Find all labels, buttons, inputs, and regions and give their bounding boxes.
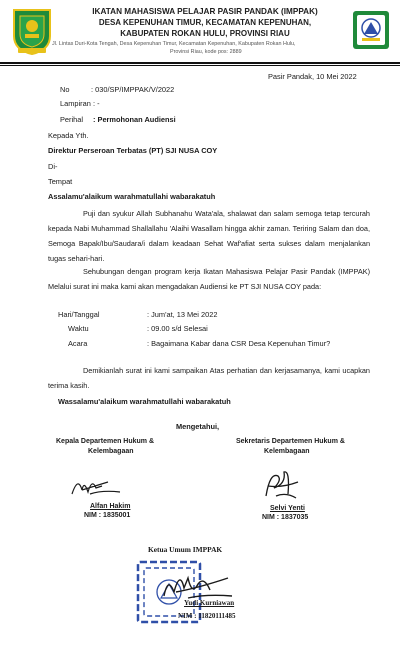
chairman-title: Ketua Umum IMPPAK [148,545,223,554]
paragraph-closing: Demikianlah surat ini kami sampaikan Atas perhatian dan kerjasamanya, kami ucapkan terima kasih. [48,366,370,390]
left-signatory-title-2: Kelembagaan [88,448,134,455]
subject-value: : Permohonan Audiensi [93,115,176,124]
letterhead [0,0,400,70]
left-signature-icon [68,472,128,500]
attachment-label: Lampiran [60,99,91,108]
left-signatory-name: Alfan Hakim [90,503,131,510]
chairman-nim: NIM : 11820111485 [178,612,236,620]
schedule-date-value: : Jum'at, 13 Mei 2022 [147,310,218,319]
letterhead-address-1: Jl. Lintas Duri-Kota Tengah, Desa Kepenuhan Timur, Kecamatan Kepenuhan, Kabupaten Rokan Hulu, [52,41,296,47]
attachment-value: : - [93,99,100,108]
letter-number-label: No [60,85,70,94]
right-signatory-name: Selvi Yenti [270,505,305,512]
subject-label: Perihal [60,115,84,124]
letterhead-subtitle-2: KABUPATEN ROKAN HULU, PROVINSI RIAU [120,29,290,38]
closing-greeting: Wassalamu'alaikum warahmatullahi wabarakatuh [58,397,231,406]
left-signatory-title: Kepala Departemen Hukum & [56,438,155,445]
acknowledged-label: Mengetahui, [176,422,220,431]
chairman-name: Yudi Kurniawan [184,599,235,607]
left-signatory-nim: NIM : 1835001 [84,512,131,519]
letter-date: Pasir Pandak, 10 Mei 2022 [268,72,357,81]
schedule-date-label: Hari/Tanggal [58,310,100,319]
right-signatory-title: Sekretaris Departemen Hukum & [236,438,345,445]
recipient-di: Di- [48,162,58,171]
paragraph-purpose: Sehubungan dengan program kerja Ikatan Mahasiswa Pelajar Pasir Pandak (IMPPAK) Melalui surat ini maka kami akan mengadakan Audiensi ke PT SJI NUSA COY pada: [48,267,370,291]
letter-number-value: : 030/SP/IMPPAK/V/2022 [91,85,175,94]
letterhead-divider-thin [0,65,400,66]
right-signatory-title-2: Kelembagaan [264,448,310,455]
schedule-agenda-label: Acara [68,339,88,348]
recipient-place: Tempat [48,177,73,186]
recipient-salutation: Kepada Yth. [48,131,89,140]
right-signatory-nim: NIM : 1837035 [262,514,309,521]
schedule-time-label: Waktu [68,324,89,333]
opening-greeting: Assalamu'alaikum warahmatullahi wabarakatuh [48,192,216,201]
schedule-agenda-value: : Bagaimana Kabar dana CSR Desa Kepenuhan Timur? [147,339,331,348]
recipient-name: Direktur Perseroan Terbatas (PT) SJI NUSA COY [48,146,218,155]
letterhead-title: IKATAN MAHASISWA PELAJAR PASIR PANDAK (IMPPAK) [92,7,318,16]
letterhead-subtitle-1: DESA KEPENUHAN TIMUR, KECAMATAN KEPENUHAN, [98,18,312,27]
regency-logo-icon [10,6,54,56]
imppak-logo-icon [350,8,392,52]
paragraph-opening: Puji dan syukur Allah Subhanahu Wata'ala, shalawat dan salam semoga tetap tercurah kepada Nabi Muhammad Shallallahu 'Alaihi Wasallam hingga akhir zaman. Teriring Salam dan doa, Semoga Bapak/Ibu/Saudara/i dalam keadaan Sehat Waf'afiat serta sukses dalam menjalankan tugas sehari-hari. [48,209,370,263]
letterhead-divider [0,62,400,64]
right-signature-icon [256,466,306,502]
letterhead-address-2: Provinsi Riau, kode pos: 2889 [170,49,242,55]
schedule-time-value: : 09.00 s/d Selesai [147,324,208,333]
